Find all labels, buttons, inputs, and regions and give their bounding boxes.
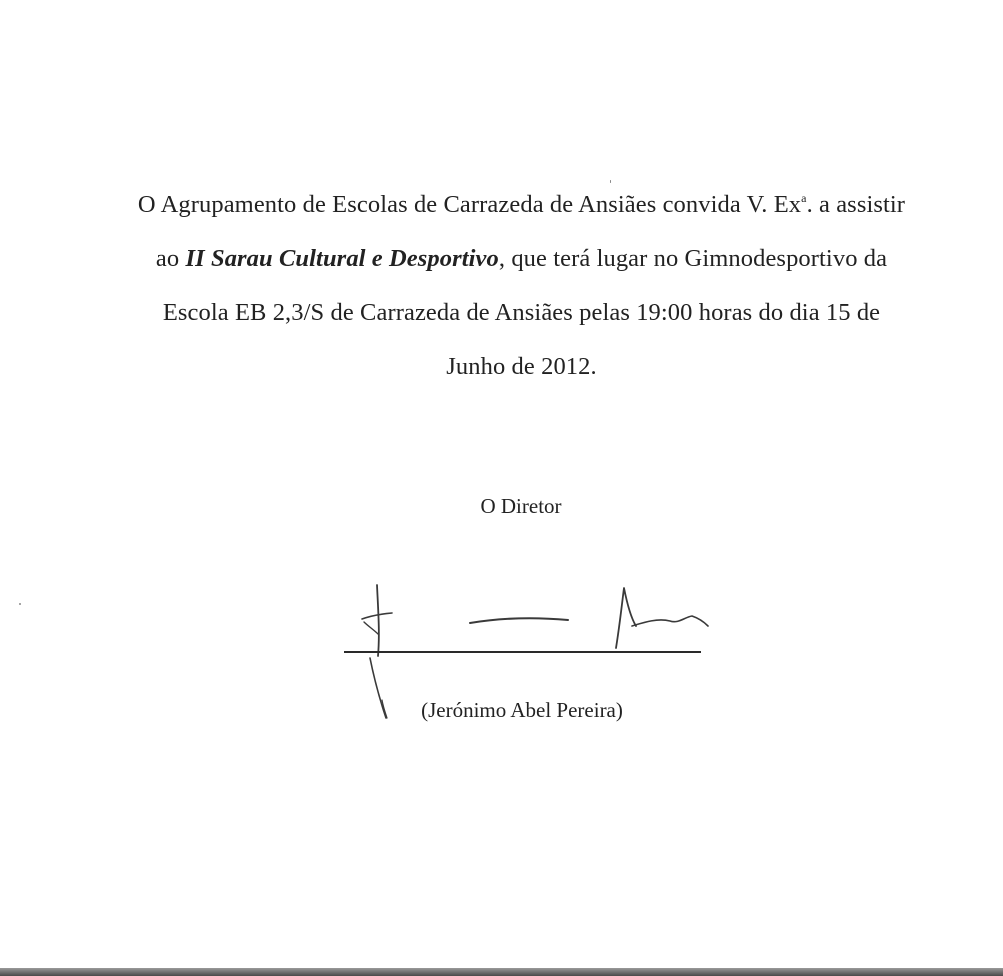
invitation-line-2	[60, 232, 983, 286]
invitation-line-1-end: . a assistir	[806, 191, 906, 218]
signature-stroke-end	[632, 616, 708, 626]
invitation-line-2-end: , que terá lugar no Gimnodesportivo da	[498, 245, 888, 272]
signer-name: (Jerónimo Abel Pereira)	[421, 698, 623, 722]
invitation-line-4: Junho de 2012.	[446, 353, 597, 380]
invitation-line-1	[60, 178, 983, 232]
signature-stroke-hook	[364, 622, 378, 634]
event-name: II Sarau Cultural e Desportivo	[185, 245, 499, 272]
signature-stroke-first-initial	[377, 585, 379, 656]
signature-stroke-cross	[362, 613, 392, 619]
director-title: O Diretor	[480, 494, 562, 518]
invitation-line-3: Escola EB 2,3/S de Carrazeda de Ansiães pelas 19:00 horas do dia 15 de	[162, 299, 881, 326]
scan-bottom-edge	[0, 968, 1003, 976]
signature-stroke-peak	[616, 588, 636, 648]
invitation-line-2-start: ao	[155, 245, 186, 272]
excellency-superscript: a	[801, 191, 807, 205]
invitation-line-1-text: O Agrupamento de Escolas de Carrazeda de Ansiães convida V. Ex	[137, 191, 802, 218]
scan-speck	[19, 603, 21, 605]
scan-speck	[610, 180, 611, 183]
signature-line	[344, 651, 701, 653]
signature-stroke-middle	[470, 618, 568, 623]
invitation-text	[60, 178, 983, 394]
